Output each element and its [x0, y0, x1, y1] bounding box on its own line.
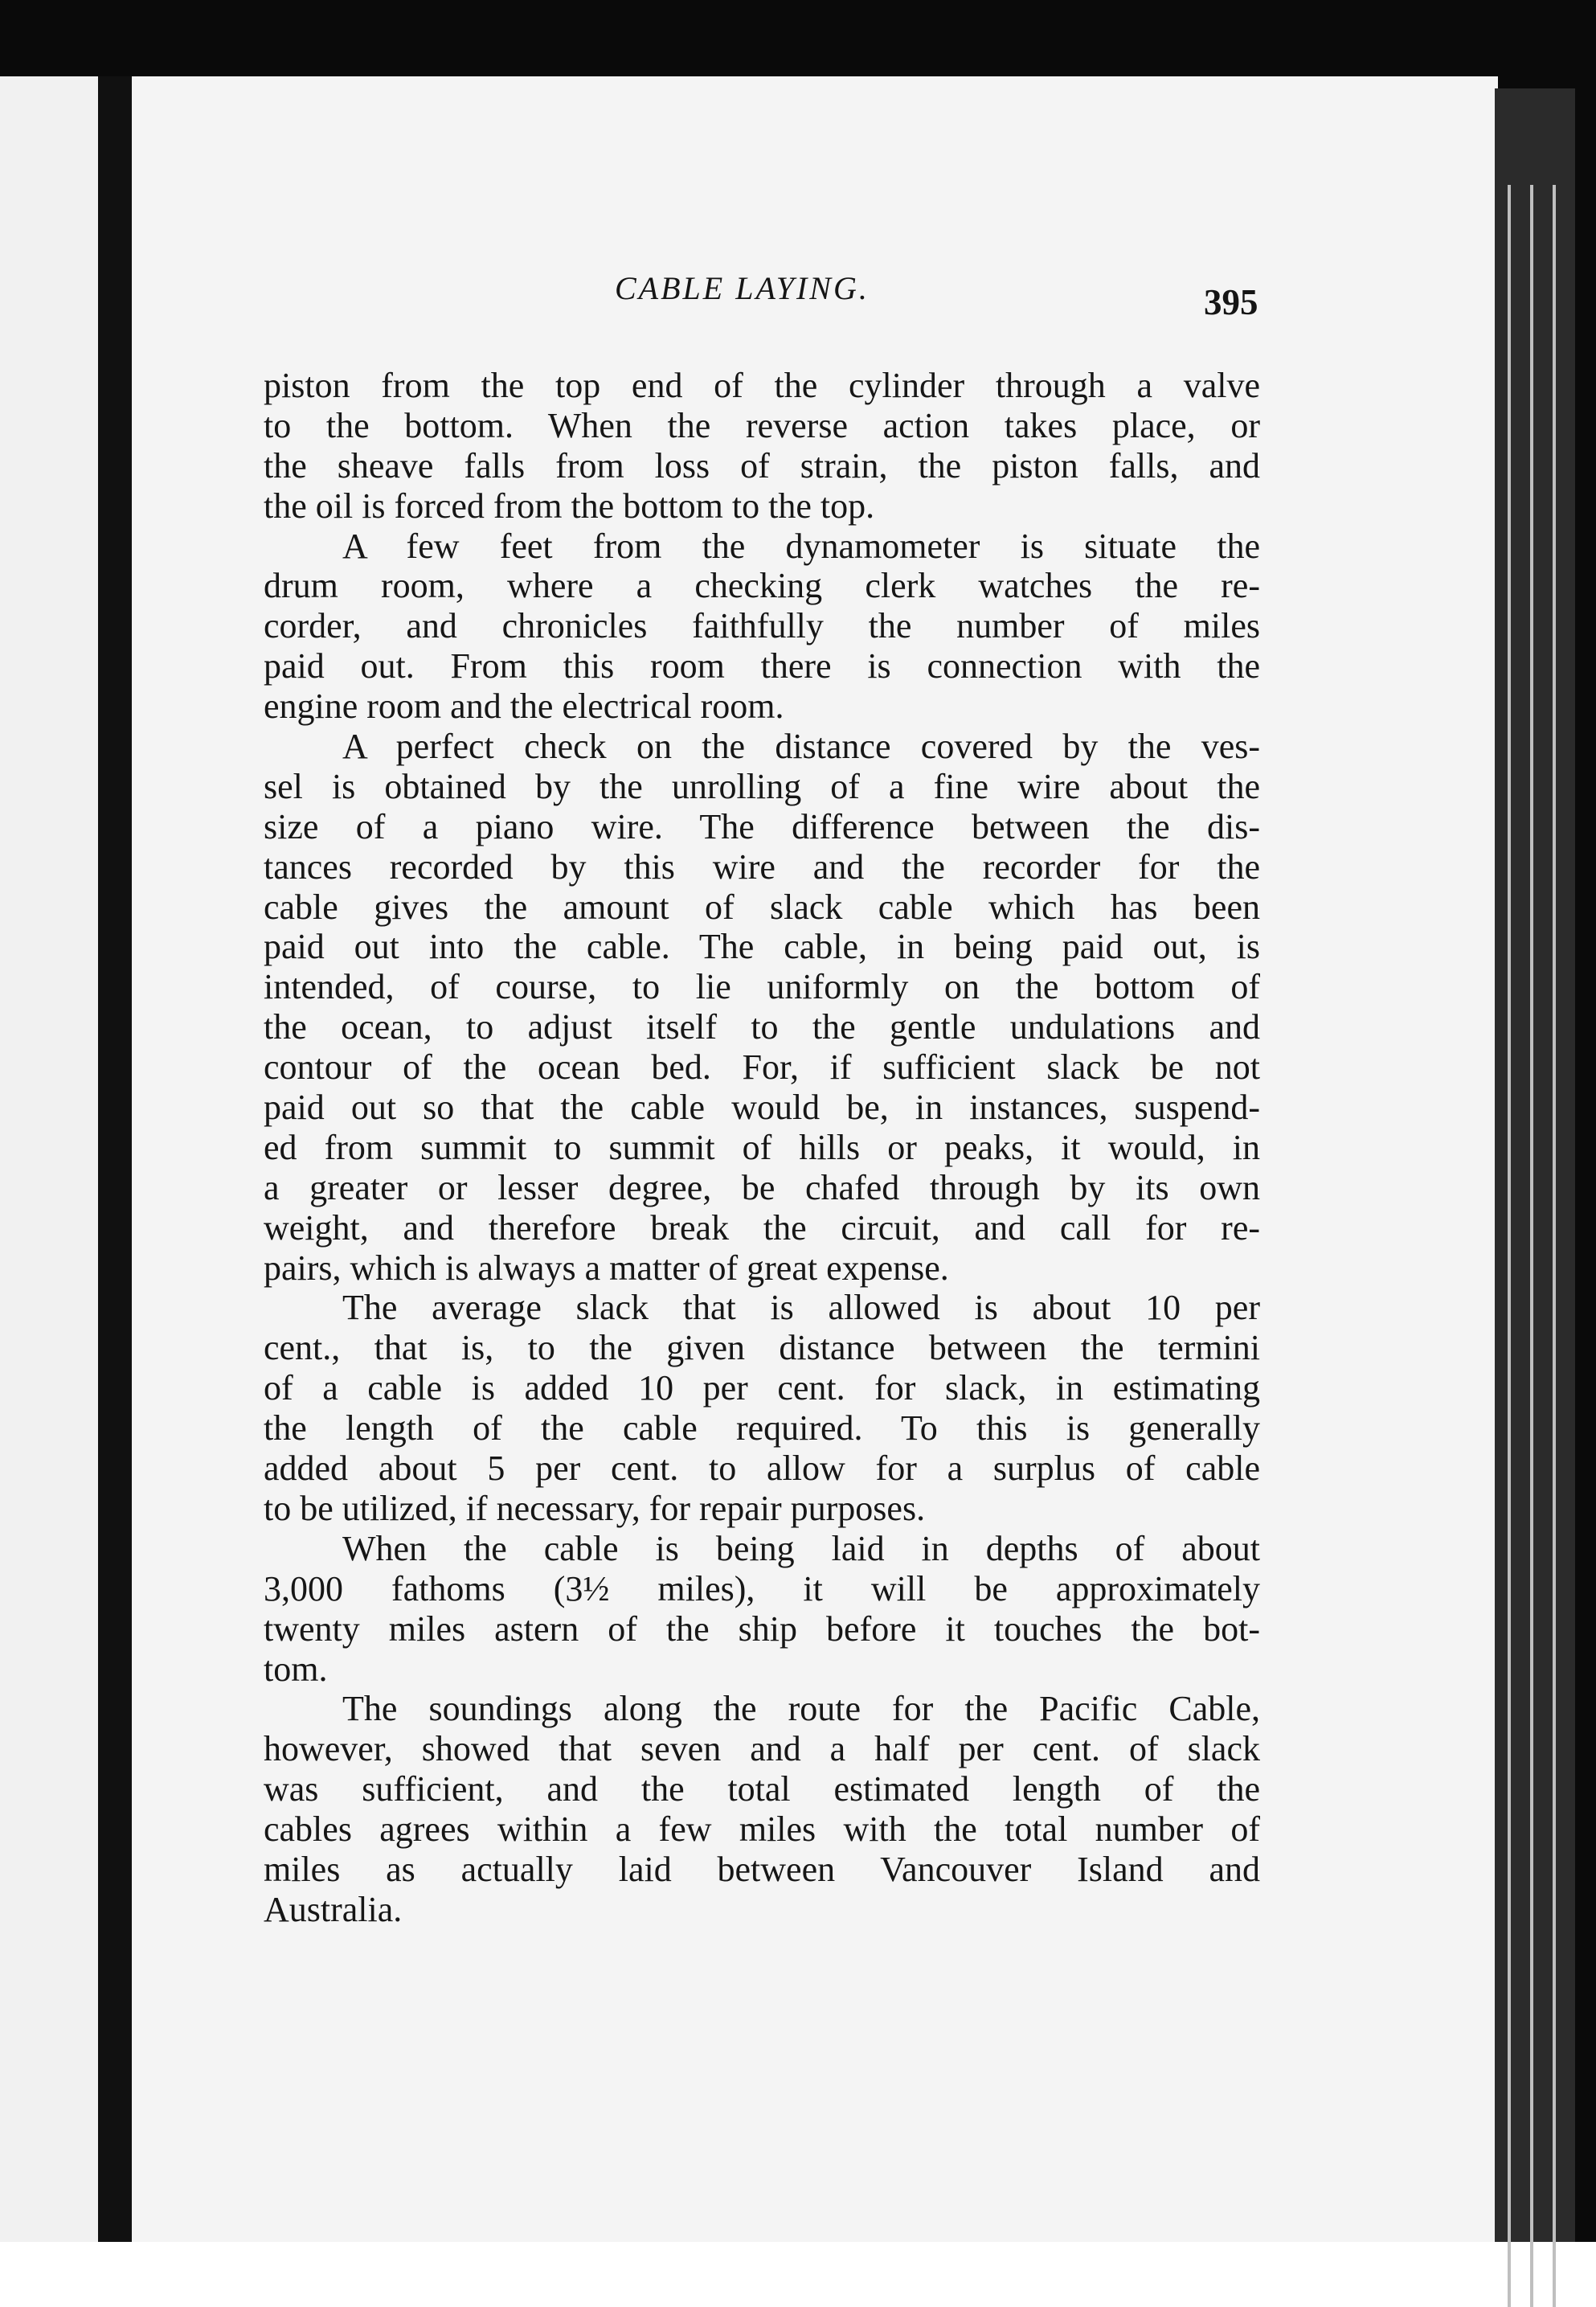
- text-line: was sufficient, and the total estimated length of the: [264, 1769, 1260, 1809]
- text-line: contour of the ocean bed. For, if sufficient slack be not: [264, 1047, 1260, 1088]
- page-edge-line: [1530, 185, 1533, 2307]
- text-line: cent., that is, to the given distance between the termini: [264, 1328, 1260, 1368]
- text-line: intended, of course, to lie uniformly on the bottom of: [264, 967, 1260, 1007]
- text-line: weight, and therefore break the circuit, and call for re-: [264, 1207, 1260, 1248]
- book-gutter: [98, 76, 132, 2242]
- page-edge-line: [1553, 185, 1556, 2307]
- text-line: Australia.: [264, 1889, 403, 1929]
- text-line: A perfect check on the distance covered by the ves-: [342, 727, 1260, 767]
- running-head: CABLE LAYING.: [615, 270, 870, 306]
- page-stack-edge: [1495, 88, 1575, 2242]
- text-line: miles as actually laid between Vancouver Island and: [264, 1849, 1260, 1889]
- text-line: however, showed that seven and a half per cent. of slack: [264, 1729, 1260, 1769]
- text-line: sel is obtained by the unrolling of a fine wire about the: [264, 766, 1260, 806]
- text-line: the oil is forced from the bottom to the top.: [264, 486, 875, 526]
- text-line: the length of the cable required. To this is generally: [264, 1408, 1260, 1449]
- text-line: The average slack that is allowed is about 10 per: [342, 1288, 1260, 1328]
- text-line: to the bottom. When the reverse action takes place, or: [264, 405, 1260, 445]
- text-line: pairs, which is always a matter of great expense.: [264, 1248, 949, 1288]
- text-line: A few feet from the dynamometer is situate the: [342, 526, 1260, 566]
- text-line: twenty miles astern of the ship before it touches the bot-: [264, 1608, 1260, 1649]
- paragraph: [264, 727, 1260, 1288]
- facing-page-edge: [0, 76, 100, 2242]
- paragraph: [264, 1288, 1260, 1528]
- text-line: the ocean, to adjust itself to the gentle undulations and: [264, 1007, 1260, 1047]
- text-line: drum room, where a checking clerk watches the re-: [264, 566, 1260, 606]
- text-line: paid out so that the cable would be, in instances, suspend-: [264, 1088, 1260, 1128]
- text-line: size of a piano wire. The difference between the dis-: [264, 806, 1260, 846]
- text-line: piston from the top end of the cylinder through a valve: [264, 366, 1260, 405]
- page-edge-line: [1508, 185, 1511, 2307]
- paragraph: [264, 1529, 1260, 1690]
- text-line: cables agrees within a few miles with the total number of: [264, 1809, 1260, 1850]
- text-line: the sheave falls from loss of strain, the piston falls, and: [264, 445, 1260, 486]
- text-line: engine room and the electrical room.: [264, 686, 784, 727]
- text-line: tom.: [264, 1649, 328, 1689]
- text-line: of a cable is added 10 per cent. for slack, in estimating: [264, 1368, 1260, 1408]
- page-number: 395: [1204, 282, 1258, 322]
- text-line: added about 5 per cent. to allow for a surplus of cable: [264, 1449, 1260, 1489]
- text-line: to be utilized, if necessary, for repair purposes.: [264, 1488, 926, 1528]
- text-line: 3,000 fathoms (3½ miles), it will be approximately: [264, 1568, 1260, 1608]
- text-line: paid out into the cable. The cable, in being paid out, is: [264, 927, 1260, 967]
- text-line: paid out. From this room there is connection with the: [264, 646, 1260, 686]
- text-line: tances recorded by this wire and the recorder for the: [264, 846, 1260, 887]
- paragraph: [264, 527, 1260, 727]
- text-line: ed from summit to summit of hills or peaks, it would, in: [264, 1127, 1260, 1167]
- text-line: The soundings along the route for the Pacific Cable,: [342, 1689, 1260, 1729]
- text-line: corder, and chronicles faithfully the number of miles: [264, 606, 1260, 646]
- paragraph: [264, 1689, 1260, 1929]
- body-text: [264, 366, 1260, 1930]
- text-line: a greater or lesser degree, be chafed through by its own: [264, 1167, 1260, 1207]
- text-line: cable gives the amount of slack cable which has been: [264, 887, 1260, 927]
- text-line: When the cable is being laid in depths of about: [342, 1528, 1260, 1568]
- paragraph: [264, 366, 1260, 527]
